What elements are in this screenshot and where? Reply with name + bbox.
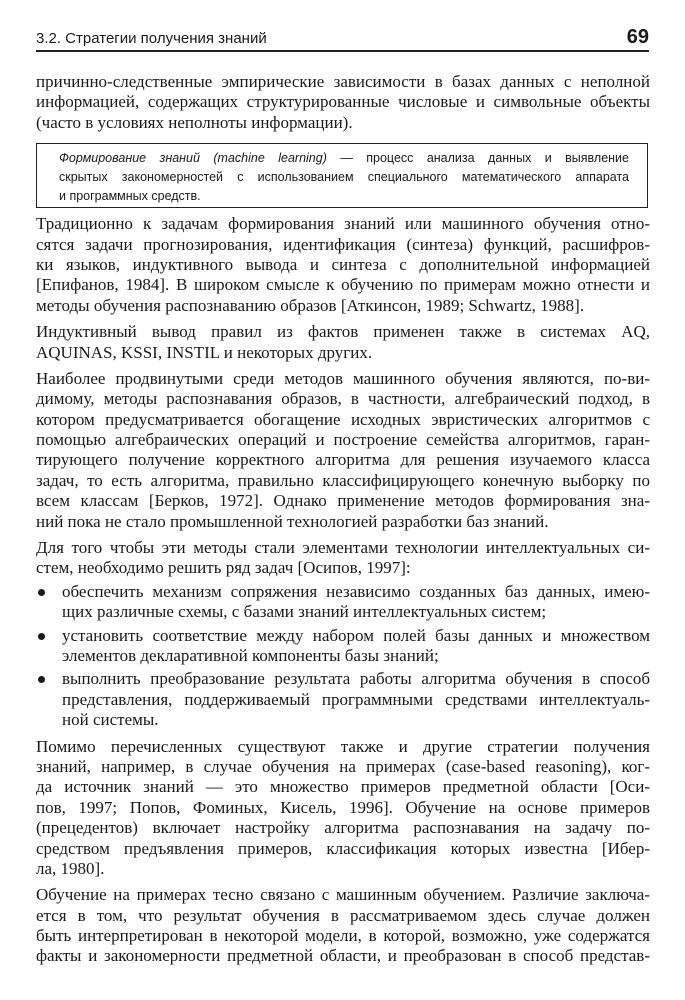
text-line: Наиболее продвинутыми среди методов машинного обучения являются, по-ви-	[36, 368, 650, 388]
page-body	[36, 72, 650, 967]
text-line: щих различные схемы, с базами знаний интеллектуальных систем;	[62, 602, 547, 622]
bullet-item-2	[36, 626, 650, 667]
definition-line	[59, 149, 629, 168]
paragraph-5	[36, 538, 650, 579]
paragraph-4	[36, 369, 650, 532]
text-line: быть интерпретирован в некоторой модели, в которой, возможно, уже содержатся	[36, 926, 650, 946]
bullet-icon	[38, 633, 45, 640]
text-line: стем, необходимо решить ряд задач [Осипов, 1997]:	[36, 558, 411, 578]
running-header	[36, 24, 649, 52]
bullet-item-3	[36, 669, 650, 730]
text-line: ки языков, индуктивного вывода и синтеза с дополнительной информацией	[36, 254, 650, 274]
text-line: факты и закономерности предметной области, и преобразован в способ представ-	[36, 946, 650, 966]
text-line: димому, методы распознавания образов, в частности, алгебраический подход, в	[36, 389, 650, 409]
text-line: котором предусматривается обогащение исходных эвристических алгоритмов с	[36, 409, 650, 429]
text-line: (прецедентов) включает настройку алгоритма распознавания на задачу по-	[36, 818, 650, 838]
text-line: ной системы.	[62, 710, 159, 730]
text-line: тирующего получение корректного алгоритма для решения изучаемого класса	[36, 450, 650, 470]
text-line: Индуктивный вывод правил из фактов применен также в системах AQ,	[36, 322, 650, 342]
section-title: 3.2. Стратегии получения знаний	[36, 30, 267, 47]
bullet-item-1	[36, 582, 650, 623]
text-line: ла, 1980].	[36, 858, 105, 878]
text-line: Обучение на примерах тесно связано с машинным обучением. Различие заключа-	[36, 885, 650, 905]
definition-text: — процесс анализа данных и выявление	[326, 151, 629, 166]
text-line: знаний, например, в случае обучения на примерах (case-based reasoning), ког-	[36, 756, 650, 776]
paragraph-2	[36, 214, 650, 316]
text-line: ний пока не стало промышленной технологией разработки баз знаний.	[36, 511, 549, 531]
text-line: AQUINAS, KSSI, INSTIL и некоторых других.	[36, 342, 373, 362]
text-line: задач, то есть алгоритма, правильно классифицирующего конечную выборку по	[36, 470, 650, 490]
text-line: средством предъявления примеров, классификация которых известна [Ибер-	[36, 838, 650, 858]
text-line: ется в том, что результат обучения в рассматриваемом здесь случае должен	[36, 905, 650, 925]
text-line: обеспечить механизм сопряжения независимо созданных баз данных, имею-	[62, 581, 650, 601]
paragraph-3	[36, 322, 650, 363]
text-line: причинно-следственные эмпирические зависимости в базах данных с неполной	[36, 72, 650, 91]
text-line: информацией, содержащих структурированные числовые и символьные объекты	[36, 92, 650, 112]
text-line: элементов декларативной компоненты базы знаний;	[62, 645, 439, 665]
text-line: Помимо перечисленных существуют также и другие стратегии получения	[36, 736, 650, 756]
page-number: 69	[626, 26, 649, 48]
text-line: Традиционно к задачам формирования знаний или машинного обучения отно-	[36, 214, 650, 234]
definition-line: скрытых закономерностей с использованием специального математического аппарата	[59, 170, 629, 185]
definition-box	[36, 143, 648, 208]
text-line: помощью алгебраических операций и построение семейства алгоритмов, гаран-	[36, 430, 650, 450]
definition-line: и программных средств.	[59, 189, 201, 204]
text-line: пов, 1997; Попов, Фоминых, Кисель, 1996]. Обучение на основе примеров	[36, 797, 650, 817]
bullet-icon	[38, 676, 45, 683]
paragraph-6	[36, 737, 650, 880]
text-line: сятся задачи прогнозирования, идентификация (синтеза) функций, расшифров-	[36, 234, 650, 254]
text-line: представления, поддерживаемый программными средствами интеллектуаль-	[62, 689, 650, 709]
text-line: всем классам [Берков, 1972]. Однако применение методов формирования зна-	[36, 491, 650, 511]
text-line: [Епифанов, 1984]. В широком смысле к обучению по примерам можно отнести и	[36, 275, 650, 295]
definition-term: Формирование знаний (machine learning)	[59, 151, 327, 166]
bullet-icon	[38, 589, 45, 596]
text-line: методы обучения распознаванию образов [Аткинсон, 1989; Schwartz, 1988].	[36, 295, 585, 315]
paragraph-7	[36, 885, 650, 967]
text-line: (часто в условиях неполноты информации).	[36, 112, 353, 132]
text-line: выполнить преобразование результата работы алгоритма обучения в способ	[62, 669, 650, 689]
paragraph-1	[36, 72, 650, 133]
text-line: установить соответствие между набором полей базы данных и множеством	[62, 625, 650, 645]
text-line: да источник знаний — это множество примеров предметной области [Оси-	[36, 777, 650, 797]
text-line: Для того чтобы эти методы стали элементами технологии интеллектуальных си-	[36, 538, 650, 558]
